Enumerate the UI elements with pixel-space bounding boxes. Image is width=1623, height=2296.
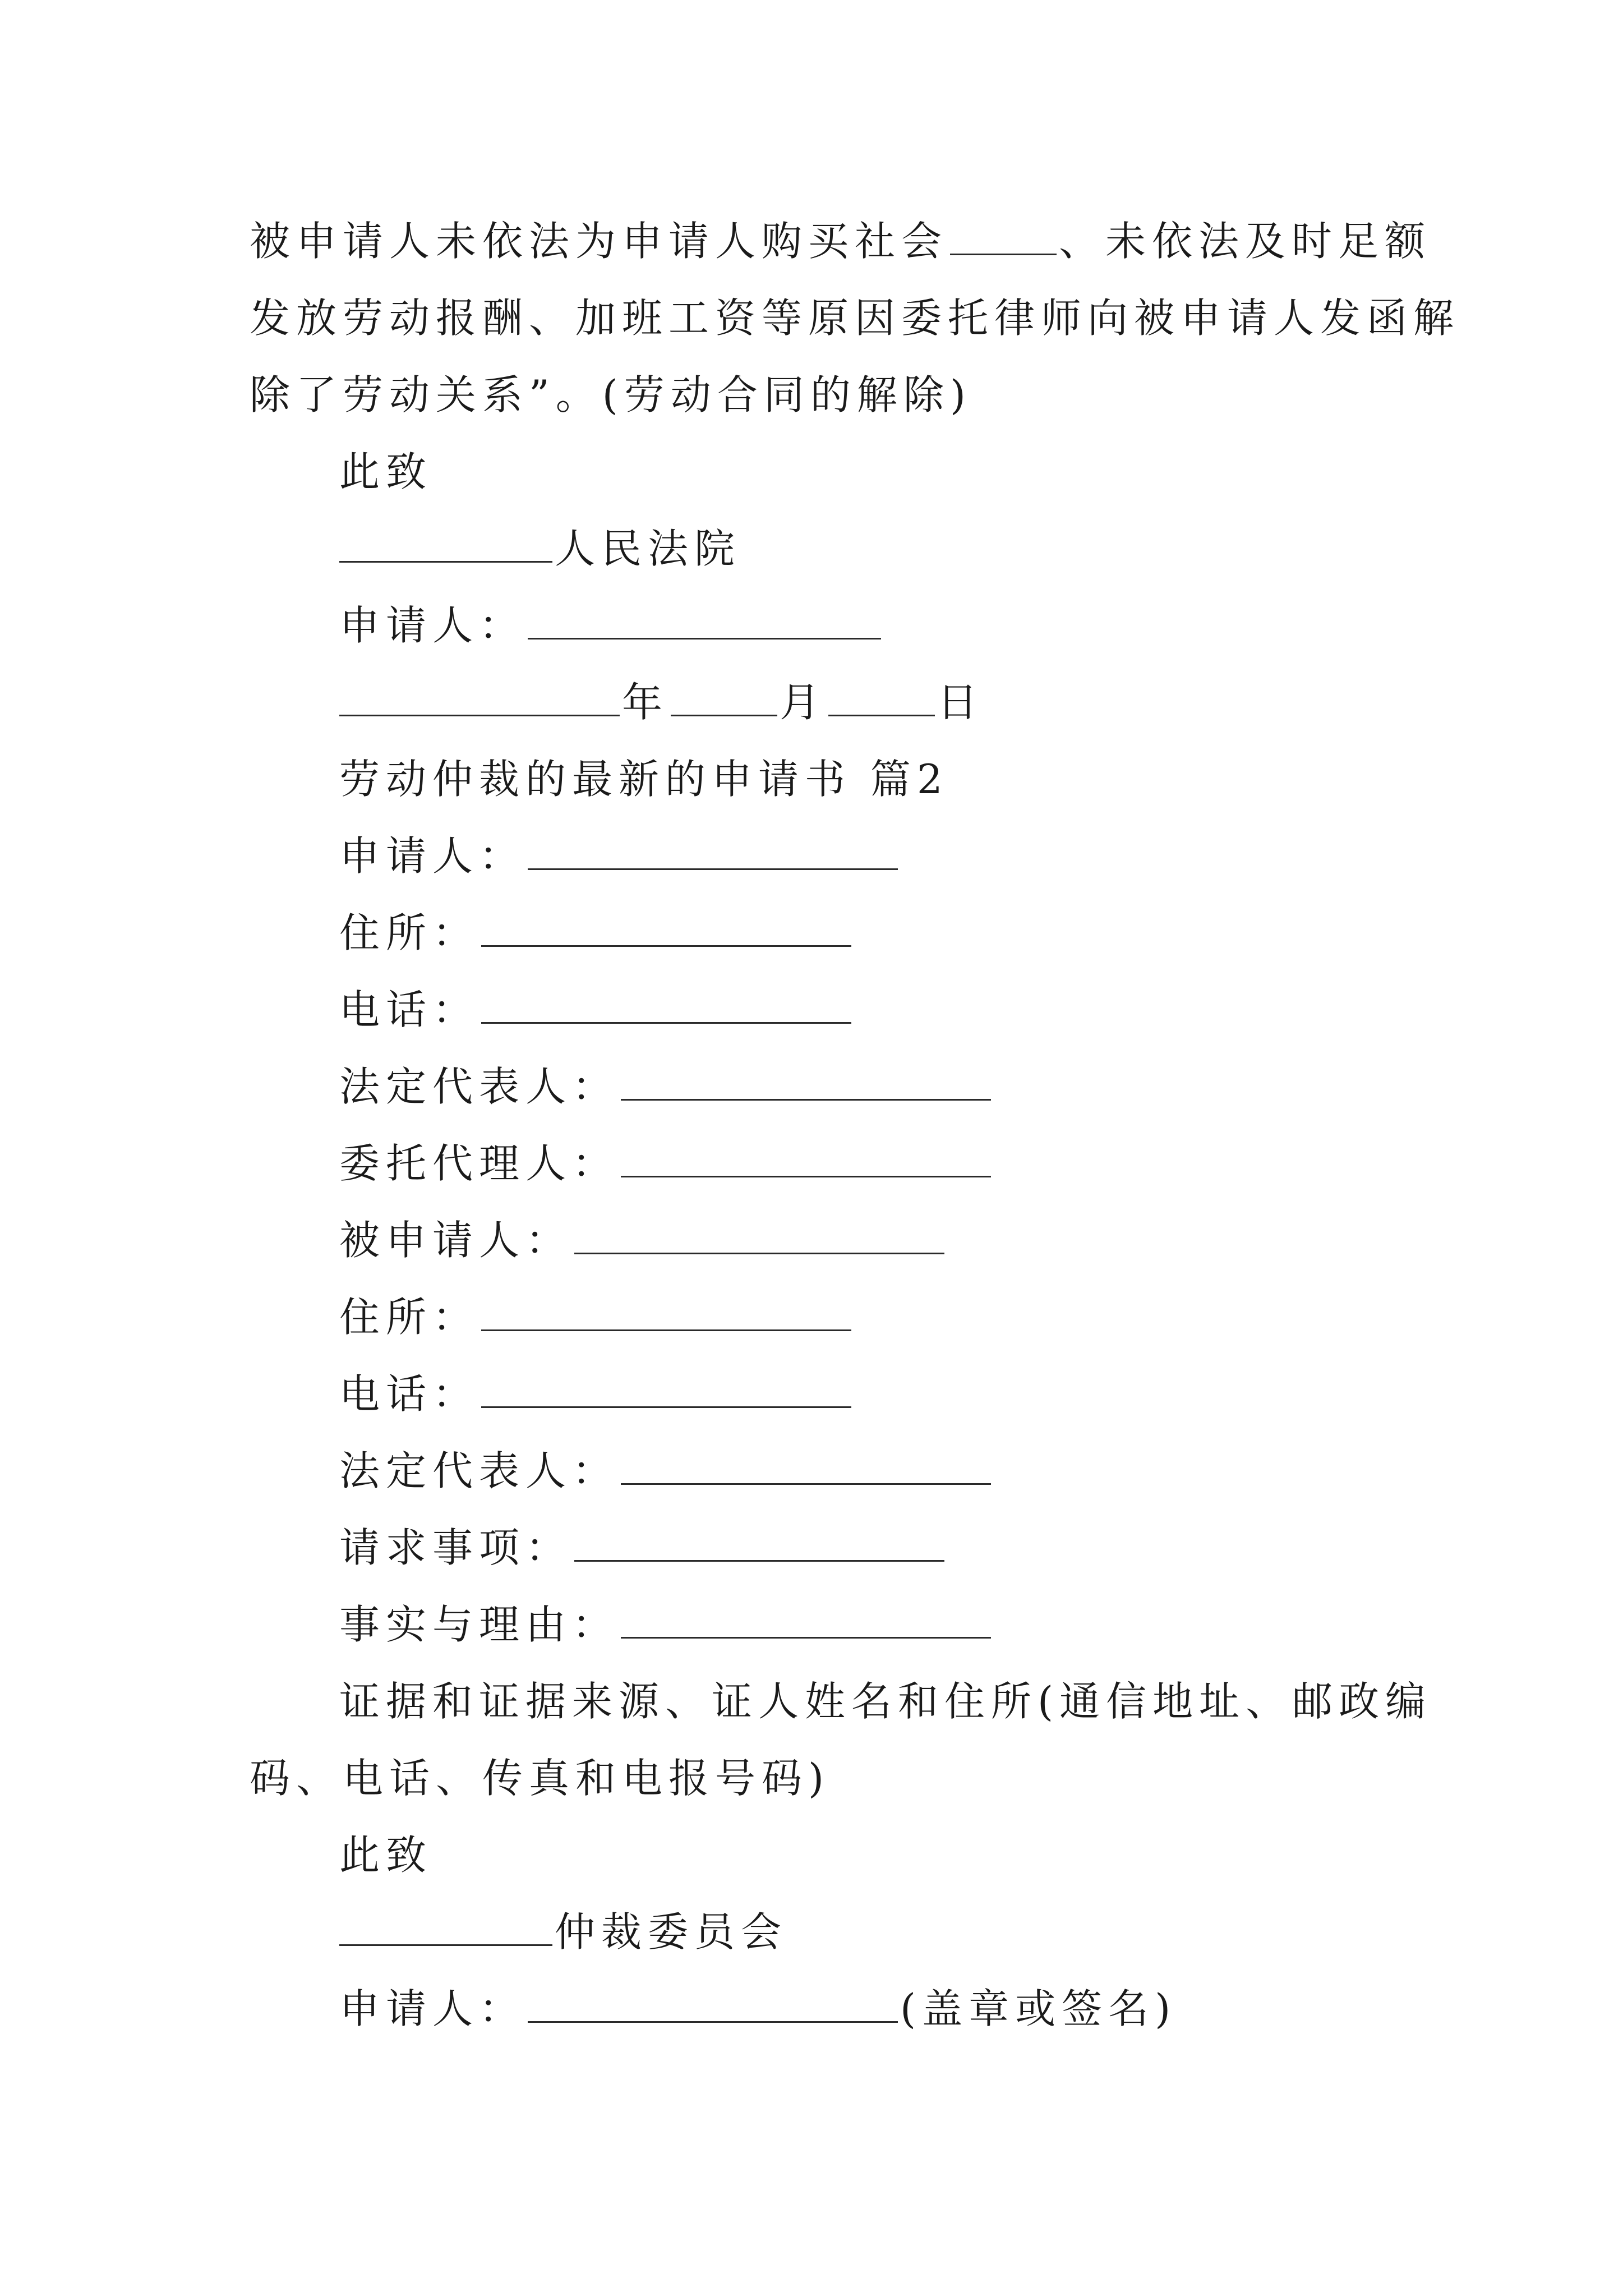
field-blank bbox=[621, 1602, 991, 1639]
field-respondent-address bbox=[250, 1279, 1394, 1356]
date-line bbox=[250, 664, 1394, 741]
field-label: 被申请人： bbox=[339, 1217, 573, 1264]
field-blank bbox=[574, 1525, 944, 1562]
field-claims bbox=[250, 1510, 1394, 1586]
evidence-line-1: 证据和证据来源、证人姓名和住所(通信地址、邮政编 bbox=[339, 1678, 1432, 1725]
applicant-signature-line-1 bbox=[250, 587, 1394, 664]
field-blank bbox=[481, 1295, 851, 1331]
field-blank bbox=[481, 1372, 851, 1408]
applicant-label: 申请人： bbox=[339, 1985, 526, 2032]
salutation-1: 此致 bbox=[339, 448, 433, 495]
field-label: 请求事项： bbox=[339, 1524, 573, 1571]
day-label: 日 bbox=[937, 679, 984, 726]
text: 被申请人未依法为申请人购买社会 bbox=[250, 218, 948, 265]
field-phone bbox=[250, 972, 1394, 1048]
applicant-label: 申请人： bbox=[339, 602, 526, 649]
field-respondent-phone bbox=[250, 1356, 1394, 1433]
field-label: 委托代理人： bbox=[339, 1140, 619, 1187]
field-label: 事实与理由： bbox=[339, 1601, 619, 1648]
field-label: 住所： bbox=[339, 1294, 479, 1341]
field-address bbox=[250, 895, 1394, 972]
field-blank bbox=[621, 1141, 991, 1177]
paragraph-1-line-1 bbox=[250, 203, 1432, 280]
evidence-line-2: 码、电话、传真和电报号码) bbox=[250, 1755, 831, 1802]
applicant-blank bbox=[528, 1986, 898, 2023]
field-label: 法定代表人： bbox=[339, 1063, 619, 1110]
salutation-2: 此致 bbox=[339, 1832, 433, 1879]
year-label: 年 bbox=[622, 679, 669, 726]
month-blank bbox=[671, 680, 777, 716]
applicant-signature-line-2 bbox=[250, 1971, 1394, 2047]
field-label: 申请人： bbox=[339, 832, 526, 880]
month-label: 月 bbox=[780, 679, 827, 726]
sign-note: (盖章或签名) bbox=[900, 1985, 1177, 2032]
text: 、未依法及时足额 bbox=[1059, 218, 1432, 265]
field-respondent bbox=[250, 1202, 1394, 1279]
court-name-blank bbox=[339, 526, 552, 563]
year-blank bbox=[339, 680, 620, 716]
document-body bbox=[250, 203, 1460, 2047]
field-blank bbox=[574, 1218, 944, 1254]
paragraph-1-line-3: 除了劳动关系”。(劳动合同的解除) bbox=[250, 371, 972, 418]
field-applicant bbox=[250, 818, 1394, 895]
section-2-title: 劳动仲裁的最新的申请书 篇2 bbox=[339, 756, 949, 803]
field-blank bbox=[481, 987, 851, 1024]
field-facts-reasons bbox=[250, 1586, 1394, 1663]
social-insurance-blank bbox=[950, 219, 1057, 255]
committee-name-blank bbox=[339, 1910, 552, 1946]
applicant-blank bbox=[528, 603, 881, 639]
field-respondent-legal-representative bbox=[250, 1433, 1394, 1510]
field-label: 法定代表人： bbox=[339, 1447, 619, 1494]
field-blank bbox=[481, 910, 851, 947]
field-label: 电话： bbox=[339, 1370, 479, 1418]
committee-line bbox=[250, 1894, 1394, 1971]
field-label: 住所： bbox=[339, 909, 479, 956]
field-blank bbox=[621, 1064, 991, 1101]
field-legal-representative bbox=[250, 1048, 1394, 1125]
court-line bbox=[250, 510, 1394, 587]
day-blank bbox=[828, 680, 935, 716]
field-agent bbox=[250, 1125, 1394, 1202]
committee-suffix: 仲裁委员会 bbox=[555, 1908, 788, 1955]
field-label: 电话： bbox=[339, 986, 479, 1033]
court-suffix: 人民法院 bbox=[555, 525, 741, 572]
paragraph-1-line-2: 发放劳动报酬、加班工资等原因委托律师向被申请人发函解 bbox=[250, 295, 1460, 342]
field-blank bbox=[621, 1448, 991, 1485]
field-blank bbox=[528, 834, 898, 870]
